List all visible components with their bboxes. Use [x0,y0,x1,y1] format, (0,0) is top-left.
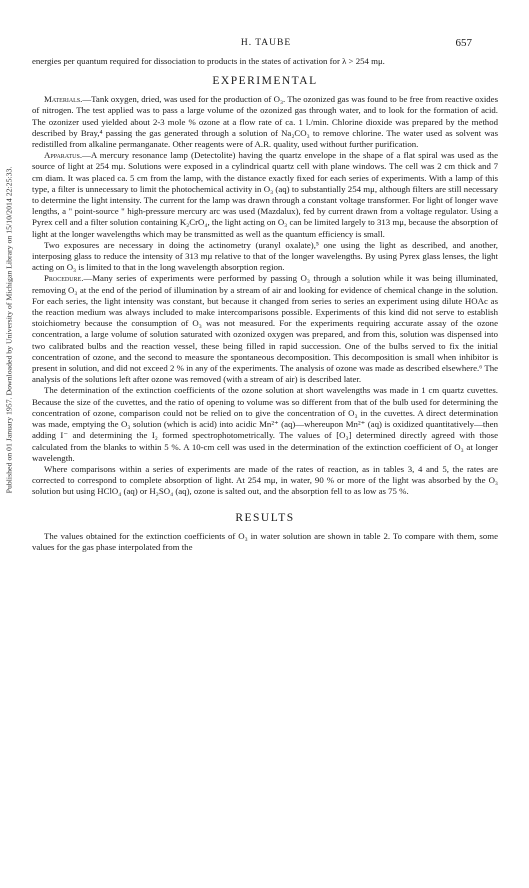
apparatus-paragraph [32,150,498,240]
experimental-heading: EXPERIMENTAL [212,75,318,88]
download-watermark-text: Published on 01 January 1957. Downloaded by University of Michigan Library on 15/10/2014 22:25:33. [4,166,14,494]
apparatus-label: Apparatus. [44,150,83,161]
apparatus-text: —A mercury resonance lamp (Detectolite) having the quartz envelope in the shape of a flat spiral was used as the source of light at 254 mμ. Solutions were exposed in a cylindrical quartz cell with plane windows. The cell was 2 cm thick and 7 cm diam. It was placed ca. 5 cm from the lamp, with the distance exactly fixed for each series of experiments. With a lamp of this type, a filter is unnecessary to limit the photochemical activity in O₃ (aq) to substantially 254 mμ, although filters are still necessary to determine the light intensity. The current for the lamp was drawn through a constant voltage transformer. For light of longer wave lengths, a " point-source " high-pressure mercury arc was used (Mazdalux), fed by current drawn from a voltage regulator. Using a Pyrex cell and a filter solution containing K₂CrO₄, the light acting on O₃ can be limited largely to 313 mμ, because the absorption of light at the longer wavelengths which may be transmitted as well as the quantum efficiency is small. [32,150,498,239]
actinometry-paragraph: Two exposures are necessary in doing the actinometry (uranyl oxalate),⁵ one using the light as described, and another, interposing glass to reduce the intensity of 313 mμ relative to that of the longer wavelengths. By using Pyrex glass lenses, the light acting on O₃ is limited to that in the long wavelength absorption region. [32,239,498,273]
comparison-paragraph: Where comparisons within a series of experiments are made of the rates of reaction, as in tables 3, 4 and 5, the rates are corrected to correspond to complete absorption of light. At 254 mμ, in water, 90 % or more of the light was absorbed by the O₃ solution but using HClO₄ (aq) or H₂SO₄ (aq), ozone is salted out, and the absorption fell to as low as 75 %. [32,463,498,497]
running-header-author: H. TAUBE [240,38,292,48]
running-header [60,38,472,52]
article-body [32,56,498,553]
materials-paragraph [32,94,498,150]
procedure-label: Procedure. [44,273,84,284]
procedure-paragraph [32,273,498,385]
results-heading: RESULTS [235,511,295,524]
download-watermark [2,95,16,565]
procedure-text: —Many series of experiments were performed by passing O₃ through a solution while it was being illuminated, removing O₃ at the end of the period of illumination by a stream of air and looking for evidence of chemical change in the solution. For each series, the light intensity was constant, but because it changed from series to series an experiment using dilute HOAc as the reaction medium was always included to make intercomparisons possible. Experiments of this kind did not serve to establish stoichiometry because the consumption of O₃ was not measured. For the experiments requiring accurate assay of the ozone concentration, a large volume of solution saturated with ozonized oxygen was prepared, and from this, solution was dispensed into two calibrated bulbs and the reaction vessel, these being filled in rapid succession. One of the bulbs served to fix the initial concentration of ozone, and the second to measure the spontaneous decomposition. This decomposition is small when inhibitor is present in solution, and did not exceed 2 % in any of the experiments. The analysis of ozone was made as described elsewhere.⁶ The analysis of the solutions left after ozone was removed (with a stream of air) is described later. [32,273,498,385]
materials-text: —Tank oxygen, dried, was used for the production of O₃. The ozonized gas was found to be free from reactive oxides of nitrogen. The test applied was to pass a large volume of the ozonized gas through water, and to look for the formation of acid. The ozonizer used yielded about 2-3 mole % ozone at a flow rate of ca. 1 l./min. Chlorine dioxide was prepared by the method described by Bray,⁴ passing the gas generated through a solution of Na₂CO₃ to remove chlorine. The water used as solvent was redistilled from alkaline permanganate. Other reagents were of A.R. quality, used without further purification. [32,94,498,150]
page-number: 657 [455,37,472,49]
intro-paragraph: energies per quantum required for dissociation to products in the states of activation for λ > 254 mμ. [32,56,385,66]
results-paragraph: The values obtained for the extinction coefficients of O₃ in water solution are shown in table 2. To compare with them, some values for the gas phase interpolated from the [32,530,498,552]
extinction-paragraph: The determination of the extinction coefficients of the ozone solution at short wavelengths was made in 1 cm quartz cuvettes. Because the size of the cuvettes, and the ratio of opening to volume was so different from that of the bulb used for determining the concentration of ozone, comparison could not be relied on to give the concentration of O₃ in the cuvettes. A direct determination was made, emptying the O₃ solution (which is acid) into acidic Mn²⁺ (aq)—whereupon Mn²⁺ (aq) is oxidized quantitatively—then adding I⁻ and determining the I₂ formed spectrophotometrically. The values of [O₃] determined directly agreed with those calculated from the blanks to within 5 %. A 10-cm cell was used in the determination of the extinction coefficient of O₃ at longer wavelength. [32,385,498,463]
materials-label: Materials. [44,94,83,105]
